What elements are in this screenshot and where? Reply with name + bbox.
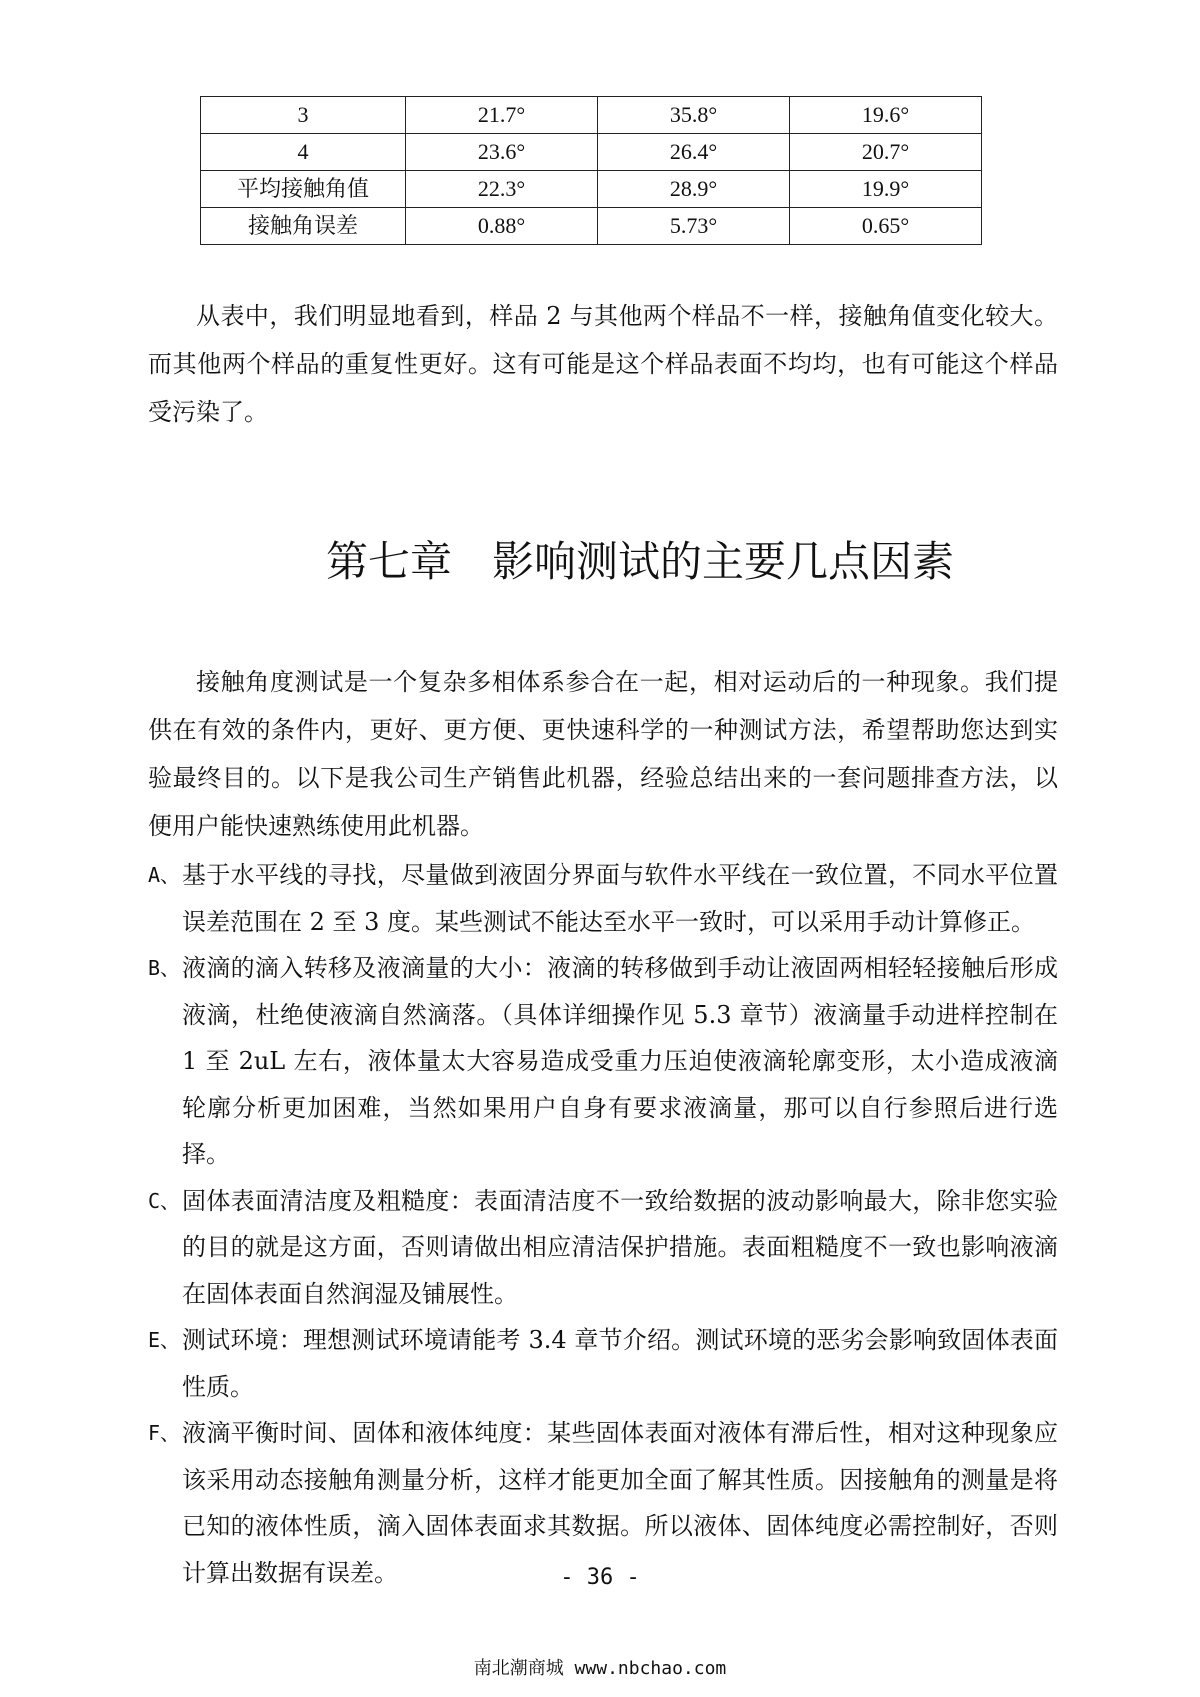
table-row — [201, 171, 982, 208]
chapter-number: 第七章 — [325, 537, 452, 586]
list-item — [148, 945, 1058, 1178]
list-item-marker: B、 — [148, 956, 181, 980]
chapter-title: 影响测试的主要几点因素 — [492, 537, 955, 586]
list-item — [148, 1178, 1058, 1318]
table-cell: 5.73° — [598, 208, 790, 245]
table-row — [201, 97, 982, 134]
list-item-text: 基于水平线的寻找，尽量做到液固分界面与软件水平线在一致位置，不同水平位置误差范围在 2 至 3 度。某些测试不能达至水平一致时，可以采用手动计算修正。 — [182, 861, 1058, 936]
intro-paragraph: 接触角度测试是一个复杂多相体系参合在一起，相对运动后的一种现象。我们提供在有效的条件内，更好、更方便、更快速科学的一种测试方法，希望帮助您达到实验最终目的。以下是我公司生产销售此机器，经验总结出来的一套问题排查方法，以便用户能快速熟练使用此机器。 — [148, 668, 1058, 840]
list-item — [148, 1317, 1058, 1410]
table-row — [201, 134, 982, 171]
table-cell: 0.88° — [406, 208, 598, 245]
table-cell: 平均接触角值 — [201, 171, 406, 208]
table-cell: 21.7° — [406, 97, 598, 134]
table-cell: 19.9° — [790, 171, 982, 208]
table-cell: 19.6° — [790, 97, 982, 134]
list-item-text: 液滴的滴入转移及液滴量的大小：液滴的转移做到手动让液固两相轻轻接触后形成液滴，杜绝使液滴自然滴落。（具体详细操作见 5.3 章节）液滴量手动进样控制在 1 至 2uL 左右，液体量太大容易造成受重力压迫使液滴轮廓变形，太小造成液滴轮廓分析更加困难，当然如果用户自身有要求液滴量，那可以自行参照后进行选择。 — [182, 954, 1058, 1168]
table-cell: 26.4° — [598, 134, 790, 171]
list-item-text: 液滴平衡时间、固体和液体纯度：某些固体表面对液体有滞后性，相对这种现象应该采用动态接触角测量分析，这样才能更加全面了解其性质。因接触角的测量是将已知的液体性质，滴入固体表面求其数据。所以液体、固体纯度必需控制好，否则计算出数据有误差。 — [182, 1419, 1058, 1587]
table-row — [201, 208, 982, 245]
table-cell: 22.3° — [406, 171, 598, 208]
table-cell: 28.9° — [598, 171, 790, 208]
footer-watermark: 南北潮商城 www.nbchao.com — [473, 1658, 727, 1679]
table-cell: 4 — [201, 134, 406, 171]
table-cell: 35.8° — [598, 97, 790, 134]
list-item-marker: A、 — [148, 863, 181, 887]
list-item — [148, 852, 1058, 945]
factor-list — [148, 852, 1058, 1596]
table-cell: 20.7° — [790, 134, 982, 171]
summary-paragraph: 从表中，我们明显地看到，样品 2 与其他两个样品不一样，接触角值变化较大。而其他两个样品的重复性更好。这有可能是这个样品表面不均均，也有可能这个样品受污染了。 — [148, 302, 1058, 426]
list-item-marker: C、 — [148, 1188, 181, 1213]
chapter-heading — [0, 532, 1200, 592]
list-item-marker: F、 — [148, 1421, 181, 1445]
list-item-text: 测试环境：理想测试环境请能考 3.4 章节介绍。测试环境的恶劣会影响致固体表面性质。 — [182, 1326, 1058, 1401]
table-cell: 0.65° — [790, 208, 982, 245]
table-cell: 接触角误差 — [201, 208, 406, 245]
contact-angle-table — [200, 96, 982, 245]
list-item-text: 固体表面清洁度及粗糙度：表面清洁度不一致给数据的波动影响最大，除非您实验的目的就是这方面，否则请做出相应清洁保护措施。表面粗糙度不一致也影响液滴在固体表面自然润湿及铺展性。 — [182, 1186, 1058, 1308]
list-item-marker: E、 — [148, 1328, 181, 1352]
table-cell: 3 — [201, 97, 406, 134]
page-number: - 36 - — [560, 1565, 640, 1590]
table-cell: 23.6° — [406, 134, 598, 171]
